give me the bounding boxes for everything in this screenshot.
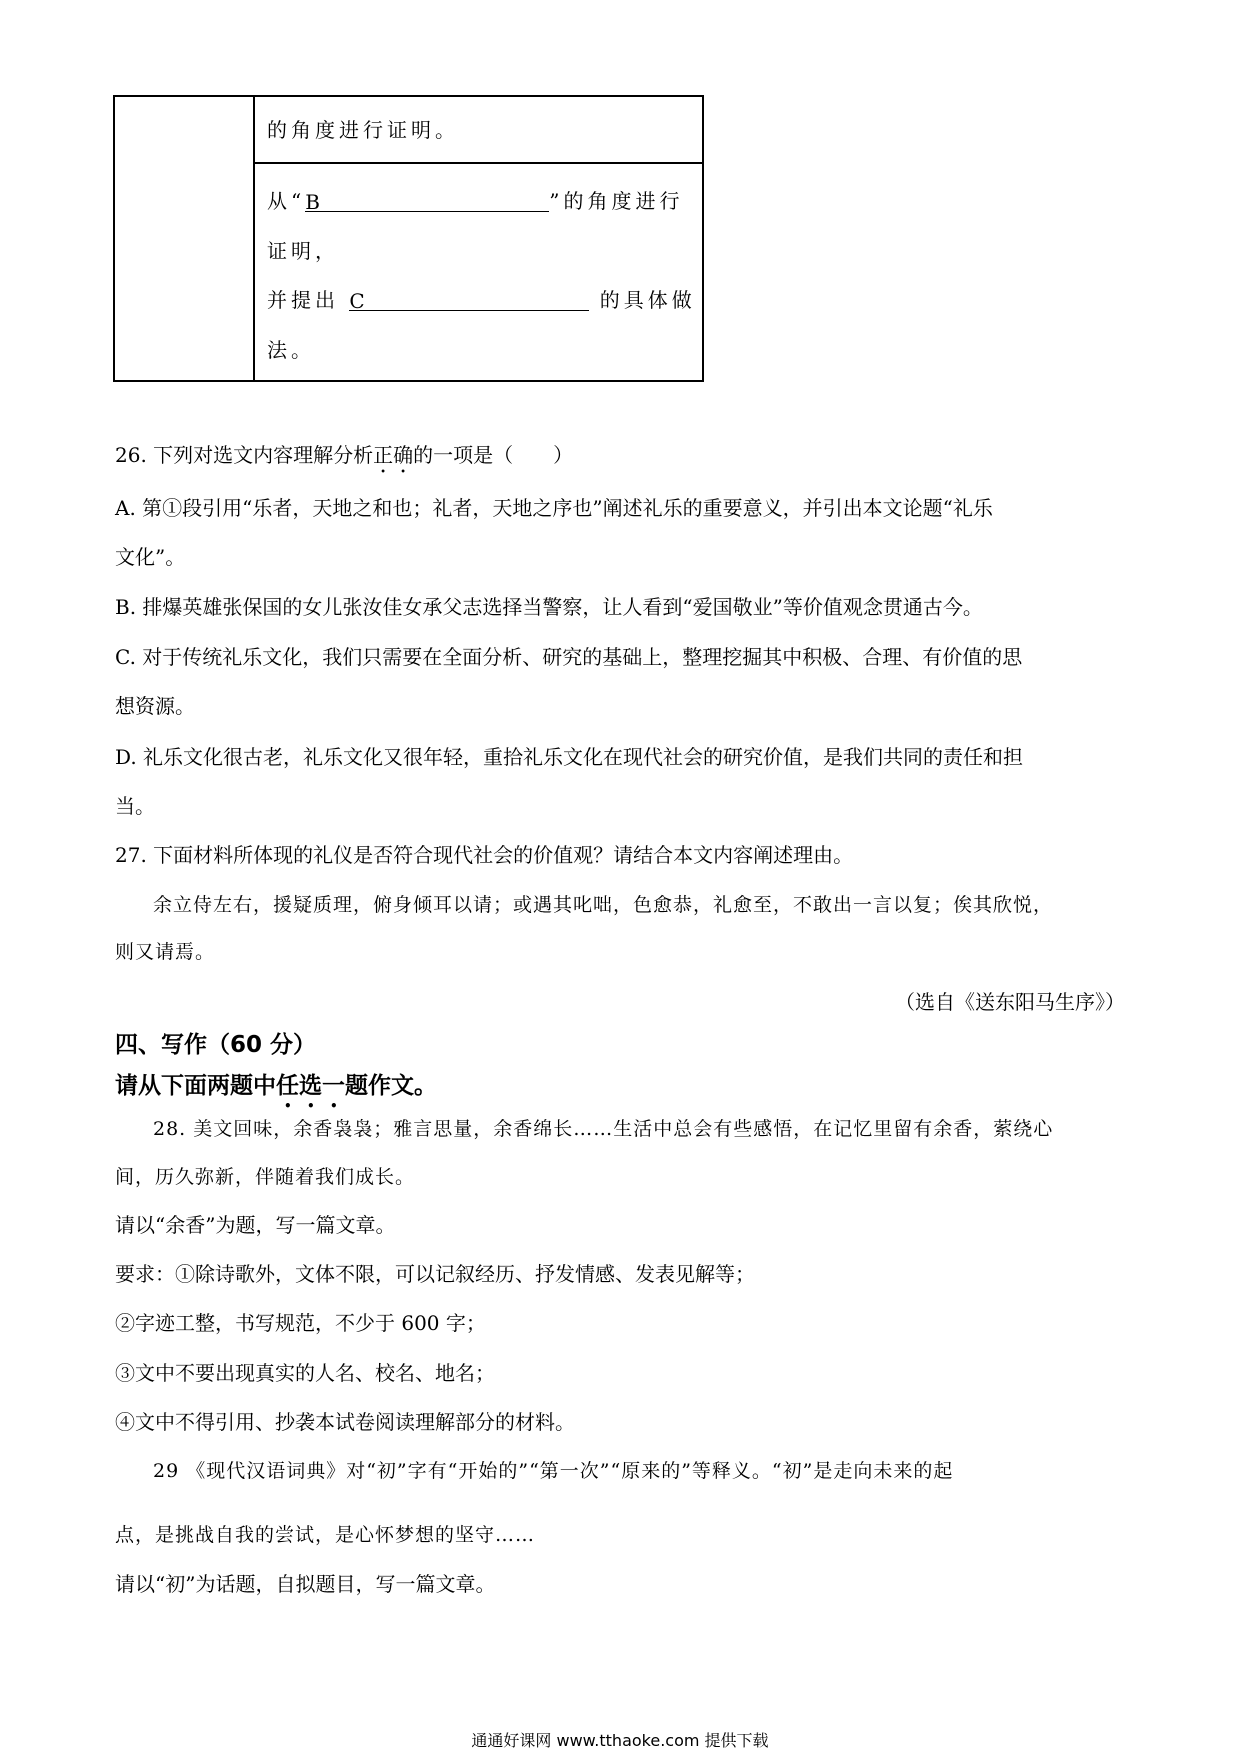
q28-requirement-3: ③文中不要出现真实的人名、校名、地名； bbox=[115, 1361, 495, 1385]
instr-post: 题作文。 bbox=[345, 1073, 437, 1099]
q28-requirement-1: 要求：①除诗歌外，文体不限，可以记叙经历、抒发情感、发表见解等； bbox=[115, 1262, 755, 1286]
q27-quote-line2: 则又请焉。 bbox=[115, 941, 216, 963]
table-row1-text: 的角度进行证明。 bbox=[267, 118, 459, 142]
table-row2-line1 bbox=[267, 190, 683, 212]
table-text: ”的角度进行 bbox=[549, 189, 684, 213]
q29-prompt-line2: 点，是挑战自我的尝试，是心怀梦想的坚守…… bbox=[115, 1524, 536, 1546]
q26-option-c-line1: C. 对于传统礼乐文化，我们只需要在全面分析、研究的基础上，整理挖掘其中积极、合理、有价值的思 bbox=[115, 645, 1023, 669]
table-divider-vertical bbox=[253, 97, 255, 380]
q26-stem-post: 的一项是（ ） bbox=[413, 443, 574, 467]
q28-prompt-line2: 间，历久弥新，伴随着我们成长。 bbox=[115, 1166, 416, 1188]
instr-emphasis: 任选一 bbox=[276, 1073, 345, 1099]
section4-title: 四、写作（60 分） bbox=[115, 1032, 317, 1058]
table-row2-line3 bbox=[267, 289, 696, 311]
q29-task: 请以“初”为话题，自拟题目，写一篇文章。 bbox=[115, 1572, 496, 1596]
instr-pre: 请从下面两题中 bbox=[115, 1073, 276, 1099]
blank-b bbox=[305, 191, 549, 212]
table-text: 并提出 bbox=[267, 288, 339, 312]
blank-c bbox=[349, 290, 589, 311]
q27-source: （选自《送东阳马生序》） bbox=[895, 990, 1125, 1014]
q28-task: 请以“余香”为题，写一篇文章。 bbox=[115, 1213, 396, 1237]
blank-c-label: C bbox=[349, 289, 365, 313]
page-footer: 通通好课网 www.tthaoke.com 提供下载 bbox=[471, 1731, 769, 1750]
table-divider-horizontal bbox=[253, 162, 702, 164]
q29-prompt-line1: 29 《现代汉语词典》对“初”字有“开始的”“第一次”“原来的”等释义。“初”是走向未来的起 bbox=[153, 1460, 954, 1482]
q26-option-c-line2: 想资源。 bbox=[115, 694, 195, 718]
q26-option-a-line2: 文化”。 bbox=[115, 545, 186, 569]
q26-option-b: B. 排爆英雄张保国的女儿张汝佳女承父志选择当警察，让人看到“爱国敬业”等价值观念贯通古今。 bbox=[115, 595, 983, 619]
table-row2-line4: 法。 bbox=[267, 338, 315, 362]
answer-table bbox=[113, 95, 704, 382]
table-text: 的具体做 bbox=[599, 288, 696, 312]
table-text: 从“ bbox=[267, 189, 306, 213]
q28-requirement-4: ④文中不得引用、抄袭本试卷阅读理解部分的材料。 bbox=[115, 1410, 575, 1434]
q28-prompt-line1: 28. 美文回味，余香袅袅；雅言思量，余香绵长……生活中总会有些感悟，在记忆里留有余香，萦绕心 bbox=[153, 1118, 1054, 1140]
q27-quote-line1: 余立侍左右，援疑质理，俯身倾耳以请；或遇其叱咄，色愈恭，礼愈至，不敢出一言以复；俟其欣悦， bbox=[153, 894, 1054, 916]
table-row2-line2: 证明， bbox=[267, 239, 339, 263]
q26-stem-pre: 26. 下列对选文内容理解分析 bbox=[115, 443, 374, 467]
q26-emphasis: 正确 bbox=[373, 443, 414, 467]
q26-option-a-line1: A. 第①段引用“乐者，天地之和也；礼者，天地之序也”阐述礼乐的重要意义，并引出本文论题“礼乐 bbox=[115, 496, 993, 520]
q26-stem bbox=[115, 443, 573, 478]
q27-stem: 27. 下面材料所体现的礼仪是否符合现代社会的价值观？请结合本文内容阐述理由。 bbox=[115, 843, 854, 867]
q26-option-d-line2: 当。 bbox=[115, 794, 155, 818]
blank-b-label: B bbox=[305, 190, 320, 214]
q26-option-d-line1: D. 礼乐文化很古老，礼乐文化又很年轻，重拾礼乐文化在现代社会的研究价值，是我们共同的责任和担 bbox=[115, 745, 1024, 769]
q28-requirement-2: ②字迹工整，书写规范，不少于 600 字； bbox=[115, 1311, 486, 1335]
section4-instruction bbox=[115, 1073, 437, 1113]
